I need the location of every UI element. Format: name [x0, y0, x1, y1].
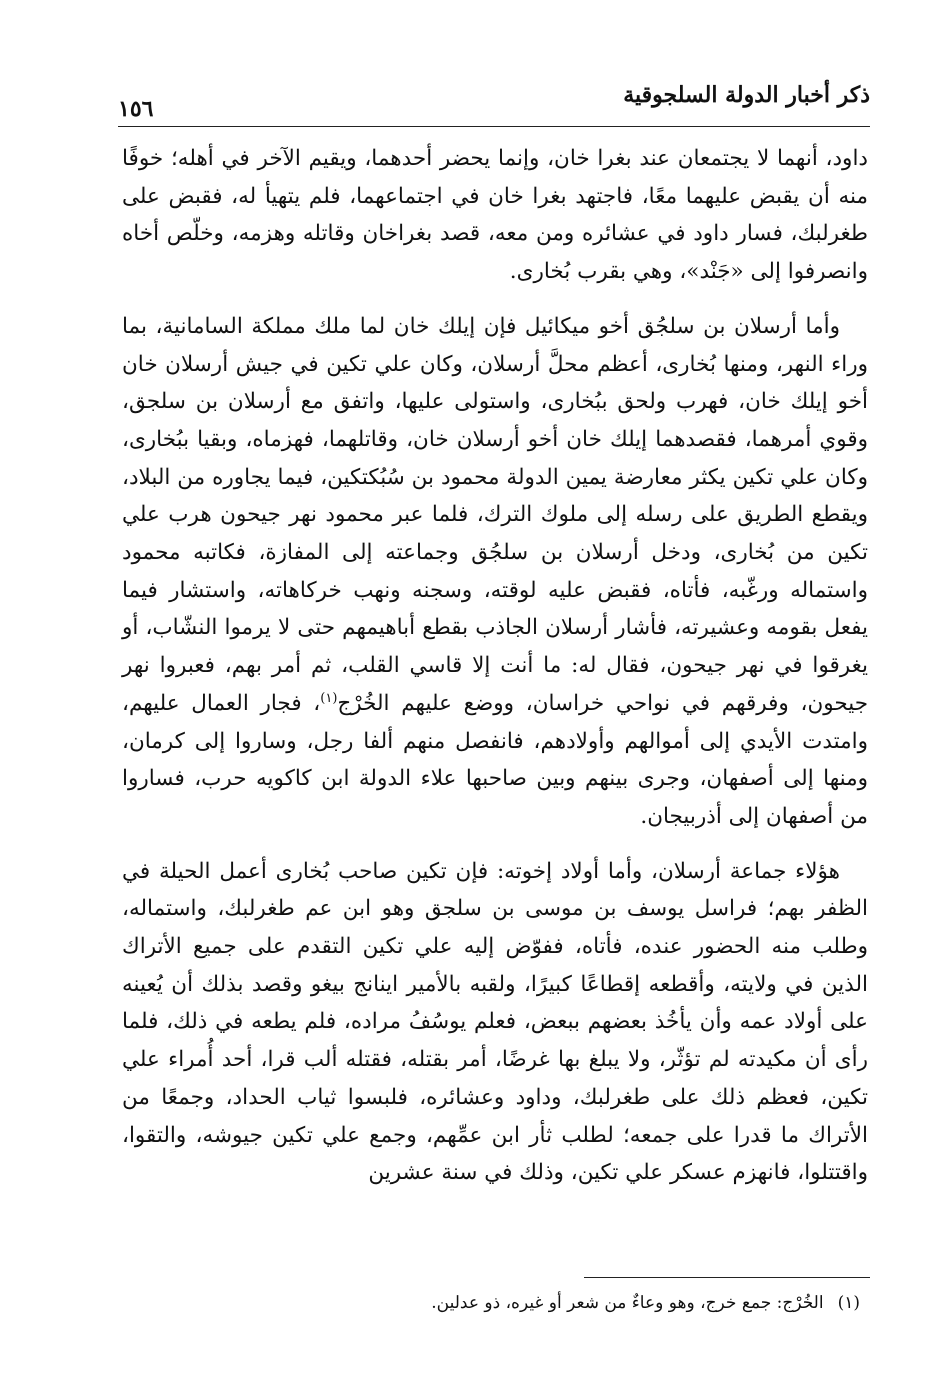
- paragraph-1: [122, 140, 868, 291]
- footnote-divider: [584, 1277, 870, 1278]
- footnote-reference: (١): [320, 690, 338, 706]
- header-divider: [118, 126, 870, 127]
- paragraph-2: [122, 308, 868, 836]
- paragraph-3: [122, 853, 868, 1192]
- footnote-text: الخُرْج: جمع خرج، وهو وعاءٌ من شعر أو غيره، ذو عدلين.: [431, 1293, 824, 1313]
- paragraph-2-text-b: ، فجار العمال عليهم، وامتدت الأيدي إلى أموالهم وأولادهم، فانفصل منهم ألفا رجل، وساروا إلى كرمان، ومنها إلى أصفهان، وجرى بينهم وبين صاحبها علاء الدولة ابن كاكويه حرب، فساروا من أصفهان إلى أذربيجان.: [122, 690, 868, 829]
- paragraph-3-text: هؤلاء جماعة أرسلان، وأما أولاد إخوته: فإن تكين صاحب بُخارى أعمل الحيلة في الظفر بهم؛ فراسل يوسف بن موسى بن سلجق وهو ابن عم طغرلبك، واستماله، وطلب منه الحضور عنده، فأتاه، ففوّض إليه علي تكين التقدم على جميع الأتراك الذين في ولايته، وأقطعه إقطاعًا كبيرًا، ولقبه بالأمير اينانج بيغو وقصد بذلك أن يُعينه على أولاد عمه وأن يأخُذ بعضهم ببعض، فعلم يوسُفُ مراده، فلم يطعه في ذلك، فلما رأى أن مكيدته لم تؤثّر، ولا يبلغ بها غرضًا، أمر بقتله، فقتله ألب قرا، أحد أُمراء علي تكين، فعظم ذلك على طغرلبك، وداود وعشائره، فلبسوا ثياب الحداد، وجمعًا من الأتراك ما قدرا على جمعه؛ لطلب ثأر ابن عمِّهم، وجمع علي تكين جيوشه، والتقوا، واقتتلوا، فانهزم عسكر علي تكين، وذلك في سنة عشرين: [122, 858, 868, 1186]
- main-text: [122, 140, 868, 1192]
- page-header: [118, 78, 870, 122]
- page-number: ١٥٦: [118, 96, 154, 122]
- running-title: ذكر أخبار الدولة السلجوقية: [623, 82, 870, 108]
- paragraph-2-text-a: وأما أرسلان بن سلجُق أخو ميكائيل فإن إيلك خان لما ملك مملكة السامانية، بما وراء النهر، ومنها بُخارى، أعظم محلَّ أرسلان، وكان علي تكين في جيش أرسلان خان أخو إيلك خان، فهرب ولحق ببُخارى، واستولى عليها، واتفق مع أرسلان بن سلجق، وقوي أمرهما، فقصدهما إيلك خان أخو أرسلان خان، وقاتلهما، فهزماه، وبقيا ببُخارى، وكان علي تكين يكثر معارضة يمين الدولة محمود بن سُبُكتكين، فيما يجاوره من البلاد، ويقطع الطريق على رسله إلى ملوك الترك، فلما عبر محمود نهر جيحون هرب علي تكين من بُخارى، ودخل أرسلان بن سلجُق وجماعته إلى المفازة، فكاتبه محمود واستماله ورغّبه، فأتاه، فقبض عليه لوقته، وسجنه ونهب خركاهاته، واستشار فيما يفعل بقومه وعشيرته، فأشار أرسلان الجاذب بقطع أباهيمهم حتى لا يرموا النشّاب، أو يغرقوا في نهر جيحون، فقال له: ما أنت إلا قاسي القلب، ثم أمر بهم، فعبروا نهر جيحون، وفرقهم في نواحي خراسان، ووضع عليهم الخُرْج: [122, 313, 868, 716]
- footnote: [300, 1289, 860, 1317]
- footnote-number: (١): [837, 1293, 860, 1313]
- paragraph-1-text: داود، أنهما لا يجتمعان عند بغرا خان، وإنما يحضر أحدهما، ويقيم الآخر في أهله؛ خوفًا منه أن يقبض عليهما معًا، فاجتهد بغرا خان في اجتماعهما، فلم يتهيأ له، فقبض على طغرلبك، فسار داود في عشائره ومن معه، قصد بغراخان وقاتله وهزمه، وخلّص أخاه وانصرفوا إلى «جَنْد»، وهي بقرب بُخارى.: [122, 146, 868, 285]
